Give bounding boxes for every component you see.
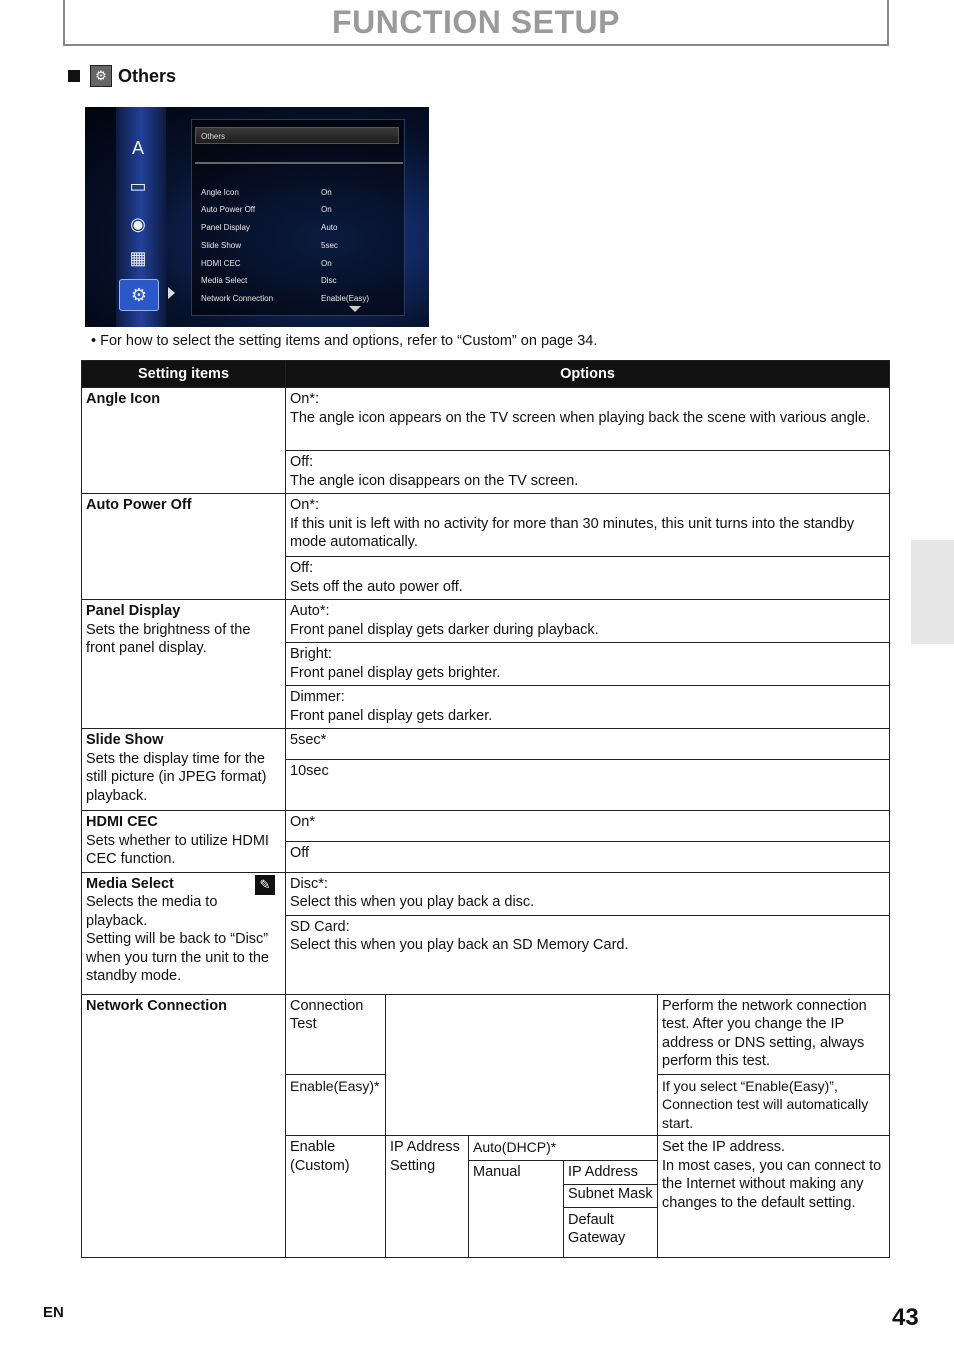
setting-name: Media Select	[86, 875, 174, 892]
setting-angle-icon	[82, 388, 286, 494]
option-desc: Select this when you play back a disc.	[290, 894, 535, 910]
setting-desc: Setting will be back to “Disc” when you turn the unit to the standby mode.	[86, 931, 269, 984]
option-desc: Front panel display gets brighter.	[290, 664, 501, 681]
menu-row-value: 5sec	[321, 241, 338, 250]
menu-row-value: On	[321, 205, 332, 214]
others-icon: ⚙	[119, 279, 159, 311]
parental-icon: ▦	[129, 247, 147, 268]
section-title: Others	[118, 65, 177, 86]
setting-name: Panel Display	[86, 603, 181, 619]
option-cell: Enable (Custom)	[286, 1136, 386, 1258]
menu-row	[201, 223, 401, 235]
option-cell: IP Address	[564, 1160, 658, 1185]
menu-row-label: Panel Display	[201, 223, 250, 232]
arrow-right-icon	[168, 287, 175, 299]
option-desc: Front panel display gets darker.	[290, 707, 493, 724]
option-cell	[286, 451, 890, 494]
option-title: SD Card:	[290, 918, 350, 935]
option-cell	[286, 915, 890, 994]
option-title: Auto*:	[290, 603, 330, 619]
option-desc: If this unit is left with no activity for more than 30 minutes, this unit turns into the standby mode automatically.	[290, 515, 855, 550]
option-cell	[564, 1185, 658, 1258]
setting-media-select	[82, 872, 286, 994]
menu-row	[201, 294, 401, 306]
section-heading	[68, 64, 176, 88]
setting-name: HDMI CEC	[86, 814, 158, 830]
option-cell: IP Address Setting	[386, 1136, 469, 1258]
option-cell: 5sec*	[286, 729, 890, 760]
option-title: Dimmer:	[290, 689, 345, 705]
menu-row-label: Network Connection	[201, 294, 274, 303]
menu-row-value: Enable(Easy)	[321, 294, 370, 303]
menu-row-label: Angle Icon	[201, 188, 239, 197]
menu-row-value: Disc	[321, 276, 337, 285]
menu-row	[201, 259, 401, 271]
menu-row-label: Slide Show	[201, 241, 242, 250]
display-icon: ▭	[129, 175, 147, 196]
option-cell-text: Default Gateway	[568, 1211, 626, 1246]
option-desc: Sets off the auto power off.	[290, 578, 463, 595]
option-desc: If you select “Enable(Easy)”, Connection test will automatically start.	[658, 1074, 890, 1136]
setting-name: Angle Icon	[86, 391, 161, 407]
wrench-icon: ✎	[255, 875, 275, 895]
menu-row-label: Auto Power Off	[201, 205, 256, 214]
option-cell: Manual	[469, 1160, 564, 1257]
option-cell	[286, 600, 890, 643]
option-cell-text: Subnet Mask	[564, 1185, 657, 1208]
menu-row-value: On	[321, 188, 332, 197]
menu-row	[201, 276, 401, 288]
bullet-square-icon	[68, 70, 80, 82]
option-desc: Perform the network connection test. After you change the IP address or DNS setting, always perform this test.	[658, 994, 890, 1074]
option-desc: The angle icon disappears on the TV screen.	[290, 472, 579, 489]
table-header-options: Options	[286, 361, 890, 388]
option-cell: Off	[286, 842, 890, 873]
settings-table	[81, 360, 890, 1258]
option-desc	[658, 1136, 890, 1258]
setting-name: Auto Power Off	[86, 497, 192, 513]
option-title: Bright:	[290, 646, 332, 662]
option-cell	[286, 388, 890, 451]
menu-screenshot	[85, 107, 429, 327]
setting-auto-power-off	[82, 494, 286, 600]
menu-row	[201, 188, 401, 200]
page-number: 43	[892, 1304, 919, 1331]
option-cell	[286, 557, 890, 600]
empty-cell	[386, 994, 658, 1136]
option-title: On*:	[290, 497, 320, 513]
language-icon: A	[131, 137, 144, 158]
option-desc: Front panel display gets darker during playback.	[290, 621, 599, 638]
menu-title: Others	[195, 127, 399, 144]
option-title: Off:	[290, 560, 314, 576]
side-tab	[911, 540, 954, 644]
audio-icon: ◉	[130, 213, 146, 234]
option-cell	[286, 686, 890, 729]
page-title: FUNCTION SETUP	[332, 4, 620, 40]
setting-panel-display	[82, 600, 286, 729]
option-cell: Auto(DHCP)*	[469, 1136, 658, 1161]
option-cell	[286, 494, 890, 557]
option-desc-line: In most cases, you can connect to the Internet without making any changes to the default setting.	[662, 1157, 882, 1211]
option-cell	[286, 872, 890, 915]
table-header-items: Setting items	[82, 361, 286, 388]
setting-desc: Sets the brightness of the front panel display.	[86, 621, 251, 656]
menu-row	[201, 205, 401, 217]
setting-desc: Selects the media to playback.	[86, 894, 218, 929]
note: • For how to select the setting items and options, refer to “Custom” on page 34.	[91, 333, 598, 349]
option-title: Disc*:	[290, 875, 328, 892]
others-icon: ⚙	[90, 65, 112, 87]
option-cell: Connection Test	[286, 994, 386, 1074]
option-cell	[286, 643, 890, 686]
setting-hdmi-cec	[82, 811, 286, 873]
option-cell: 10sec	[286, 760, 890, 811]
menu-row-value: Auto	[321, 223, 338, 232]
menu-row-label: Media Select	[201, 276, 248, 285]
option-desc-line: Set the IP address.	[662, 1139, 786, 1155]
option-title: On*:	[290, 391, 320, 407]
setting-network-connection	[82, 994, 286, 1257]
option-cell: Enable(Easy)*	[286, 1074, 386, 1136]
menu-row-label: HDMI CEC	[201, 259, 241, 268]
page-header	[63, 0, 889, 46]
option-desc: The angle icon appears on the TV screen when playing back the scene with various angle.	[290, 409, 871, 426]
setting-slide-show	[82, 729, 286, 811]
setting-name: Slide Show	[86, 732, 164, 748]
option-title: Off:	[290, 454, 314, 470]
option-desc: Select this when you play back an SD Memory Card.	[290, 937, 629, 953]
scroll-down-icon	[349, 306, 361, 312]
setting-desc: Sets whether to utilize HDMI CEC function.	[86, 832, 269, 867]
language-label: EN	[43, 1304, 64, 1321]
setting-name: Network Connection	[86, 997, 227, 1014]
menu-row-value: On	[321, 259, 332, 268]
setting-desc: Sets the display time for the still picture (in JPEG format) playback.	[86, 750, 267, 804]
menu-row	[201, 241, 401, 253]
divider	[195, 162, 403, 164]
option-cell: On*	[286, 811, 890, 842]
